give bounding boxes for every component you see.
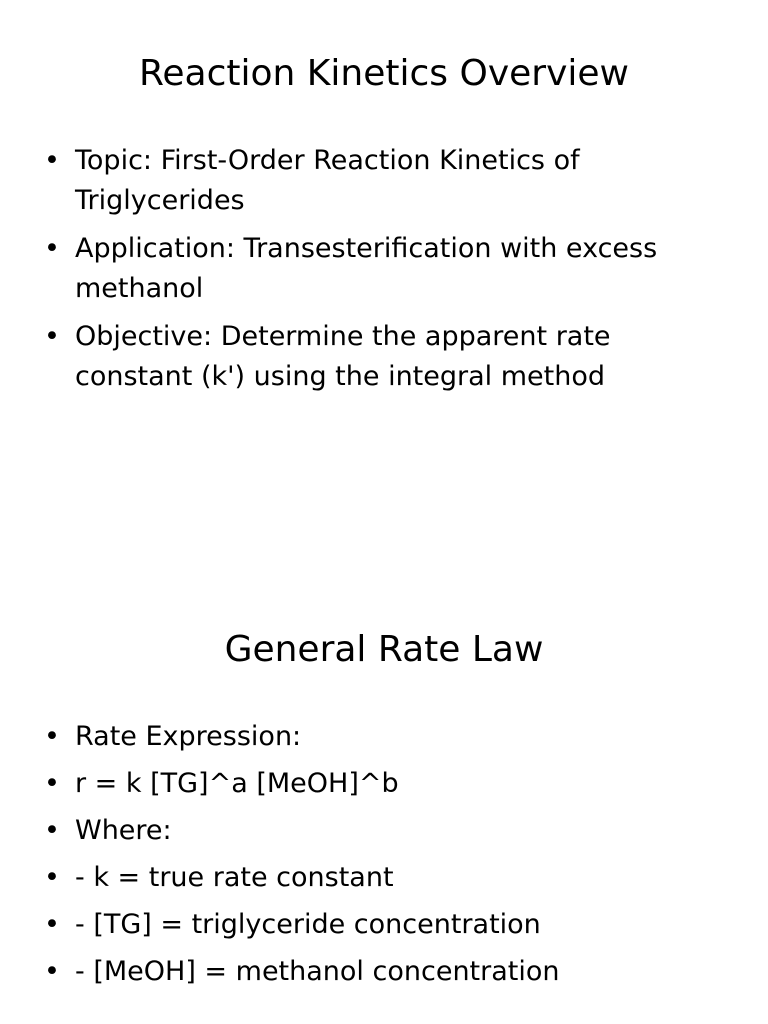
bullet-icon: •: [44, 862, 60, 893]
bullet-item: [44, 905, 734, 945]
bullet-icon: •: [44, 956, 60, 987]
bullet-item: [44, 717, 734, 757]
bullet-icon: •: [44, 233, 60, 264]
slide-title: General Rate Law: [224, 629, 544, 670]
bullet-icon: •: [44, 909, 60, 940]
bullet-text: Where:: [75, 815, 172, 846]
bullet-item: [44, 317, 734, 397]
bullet-text: - k = true rate constant: [75, 862, 394, 893]
bullet-item: [44, 858, 734, 898]
bullet-icon: •: [44, 721, 60, 752]
bullet-text: r = k [TG]^a [MeOH]^b: [75, 768, 399, 799]
bullet-list: [44, 141, 734, 405]
bullet-icon: •: [44, 321, 60, 352]
bullet-icon: •: [44, 815, 60, 846]
bullet-icon: •: [44, 145, 60, 176]
bullet-text: Topic: First-Order Reaction Kinetics of Triglycerides: [75, 145, 580, 216]
bullet-item: [44, 229, 734, 309]
bullet-item: [44, 811, 734, 851]
slide-general-rate-law: [0, 512, 768, 1024]
bullet-text: Application: Transesterification with excess methanol: [75, 233, 658, 304]
bullet-item: [44, 141, 734, 221]
bullet-text: Rate Expression:: [75, 721, 302, 752]
bullet-text: - [TG] = triglyceride concentration: [75, 909, 541, 940]
bullet-icon: •: [44, 768, 60, 799]
bullet-text: - [MeOH] = methanol concentration: [75, 956, 560, 987]
bullet-text: Objective: Determine the apparent rate constant (k') using the integral method: [75, 321, 611, 392]
bullet-list: [44, 717, 734, 999]
bullet-item: [44, 764, 734, 804]
bullet-item: [44, 952, 734, 992]
slide-title: Reaction Kinetics Overview: [139, 53, 629, 94]
